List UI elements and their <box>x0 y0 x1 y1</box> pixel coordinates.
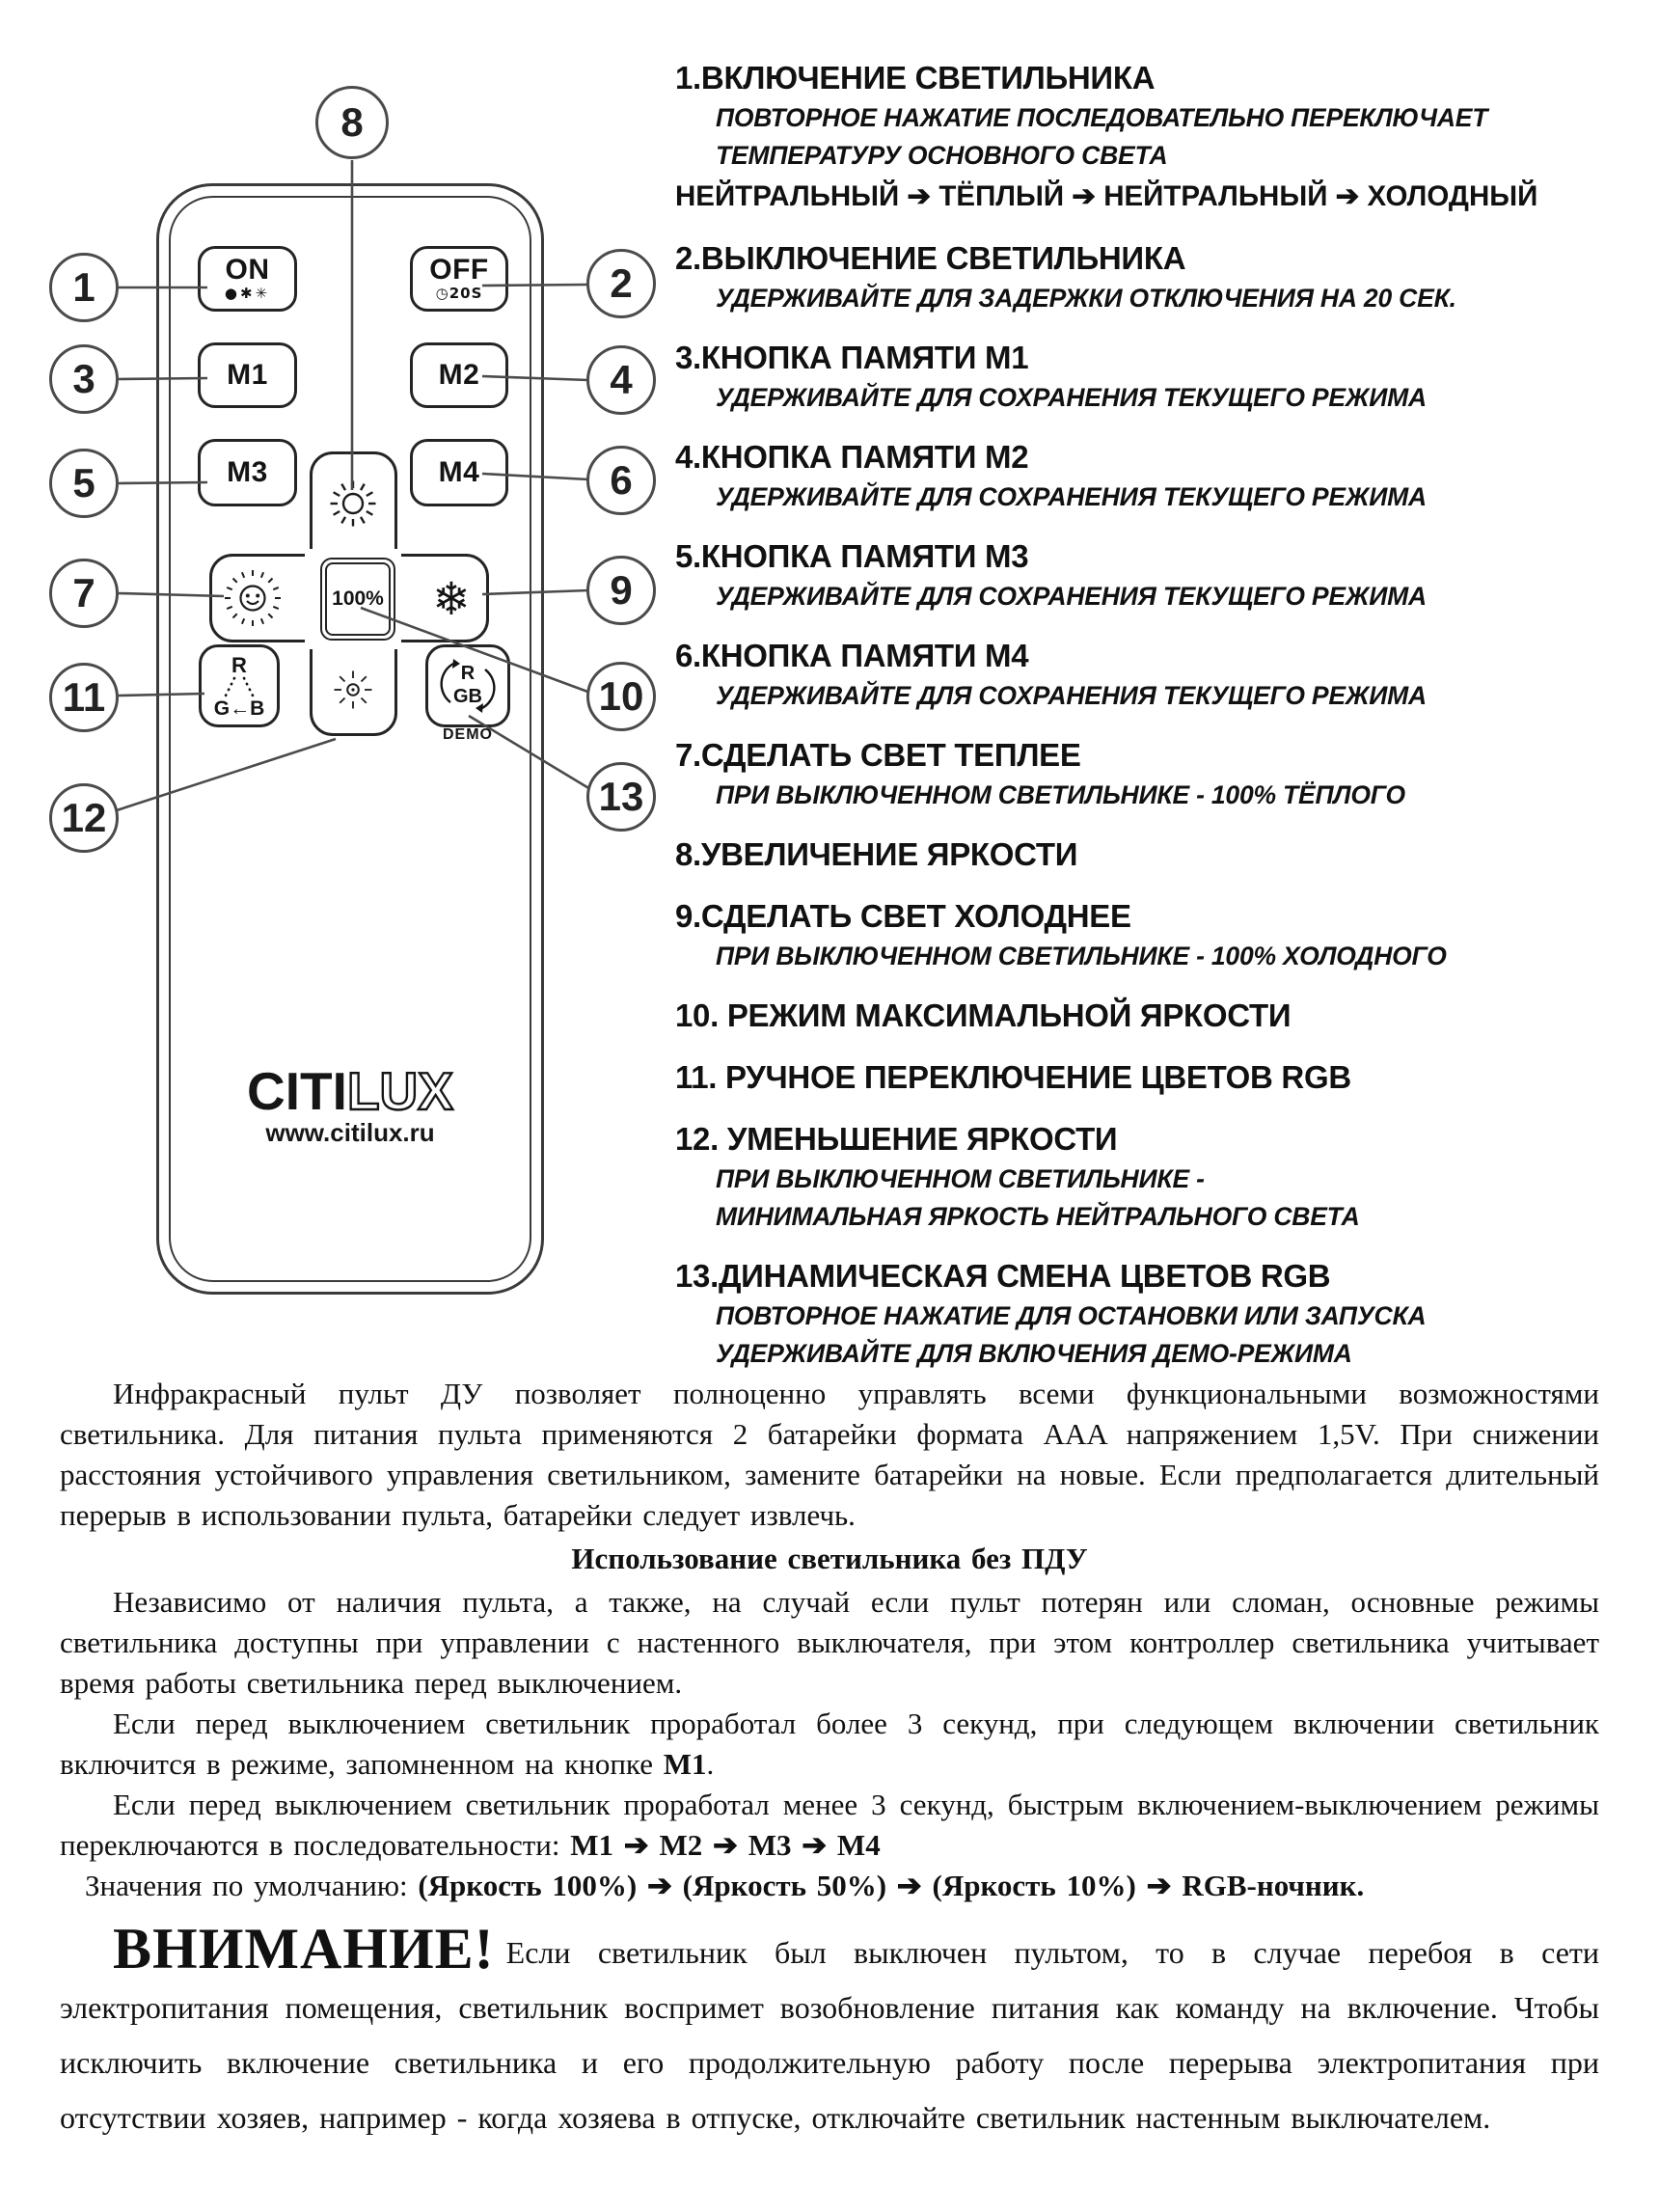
function-title: 12. УМЕНЬШЕНИЕ ЯРКОСТИ <box>675 1121 1118 1157</box>
callout-8-number: 8 <box>340 99 364 145</box>
m1-label: M1 <box>227 359 268 391</box>
max-brightness-button <box>320 558 395 641</box>
rgb-triangle-icon <box>202 647 277 724</box>
paragraph-more-3s <box>60 1704 1599 1785</box>
function-item-6 <box>675 634 1654 715</box>
timer-20s-icon: ◷20S <box>435 285 483 302</box>
off-button <box>410 246 508 312</box>
rgb-manual-button <box>199 644 280 727</box>
mode-sequence: M1 ➔ M2 ➔ M3 ➔ M4 <box>570 1828 881 1862</box>
warning-paragraph <box>60 1917 1599 2145</box>
memory-button-m2 <box>410 342 508 408</box>
callout-10 <box>586 662 656 731</box>
callout-12 <box>49 783 119 853</box>
function-detail: УДЕРЖИВАЙТЕ ДЛЯ СОХРАНЕНИЯ ТЕКУЩЕГО РЕЖИМА <box>716 383 1427 412</box>
callout-9-number: 9 <box>610 567 633 613</box>
callout-13-number: 13 <box>598 774 644 819</box>
function-item-9 <box>675 894 1654 975</box>
function-detail: МИНИМАЛЬНАЯ ЯРКОСТЬ НЕЙТРАЛЬНОГО СВЕТА <box>716 1202 1360 1231</box>
callout-10-number: 10 <box>598 673 644 719</box>
brand-lux: LUX <box>346 1061 453 1121</box>
brightness-down-button <box>331 668 375 712</box>
function-detail: УДЕРЖИВАЙТЕ ДЛЯ СОХРАНЕНИЯ ТЕКУЩЕГО РЕЖИМА <box>716 482 1427 511</box>
paragraph-more-3s-end: . <box>706 1747 715 1781</box>
temperature-sequence: НЕЙТРАЛЬНЫЙ ➔ ТЁПЛЫЙ ➔ НЕЙТРАЛЬНЫЙ ➔ ХОЛОДНЫЙ <box>675 180 1538 212</box>
manual-body-text <box>60 1374 1599 2145</box>
function-item-2 <box>675 236 1654 317</box>
function-item-11 <box>675 1055 1654 1099</box>
m4-label: M4 <box>438 456 480 488</box>
function-title: 9.СДЕЛАТЬ СВЕТ ХОЛОДНЕЕ <box>675 898 1131 934</box>
cold-light-button <box>424 572 478 626</box>
paragraph-ir-remote: Инфракрасный пульт ДУ позволяет полноценно управлять всеми функциональными возможностями светильника. Для питания пульта применяются 2 батарейки формата AAA напряжением 1,5V. При снижении расстояния устойчивого управления светильником, замените батарейки на новые. Если предполагается длительный перерыв в использовании пульта, батарейки следует извлечь. <box>60 1377 1599 1532</box>
function-item-8 <box>675 833 1654 876</box>
callout-7 <box>49 559 119 628</box>
paragraph-defaults <box>60 1866 1599 1906</box>
callout-4 <box>586 345 656 415</box>
paragraph-less-3s <box>60 1785 1599 1866</box>
brand-url: www.citilux.ru <box>265 1118 435 1147</box>
off-label: OFF <box>429 254 489 286</box>
rgb-demo-r-label: R <box>460 663 476 684</box>
function-item-5 <box>675 534 1654 615</box>
function-title: 7.СДЕЛАТЬ СВЕТ ТЕПЛЕЕ <box>675 737 1081 773</box>
callout-5-number: 5 <box>72 460 95 505</box>
callout-6 <box>586 446 656 515</box>
function-title: 3.КНОПКА ПАМЯТИ M1 <box>675 340 1029 375</box>
callout-5 <box>49 449 119 518</box>
callout-1 <box>49 253 119 322</box>
sun-icon <box>327 478 379 530</box>
function-title: 4.КНОПКА ПАМЯТИ M2 <box>675 439 1029 475</box>
warm-sun-face-icon <box>222 567 284 629</box>
snowflake-icon: ❄ <box>432 572 471 626</box>
warm-light-button <box>222 567 284 629</box>
brand-wordmark <box>156 1063 544 1119</box>
defaults-label: Значения по умолчанию: <box>85 1869 419 1902</box>
defaults-sequence: (Яркость 100%) ➔ (Яркость 50%) ➔ (Яркость 10%) ➔ RGB-ночник. <box>418 1869 1365 1902</box>
callout-8 <box>315 86 389 159</box>
function-detail: ТЕМПЕРАТУРУ ОСНОВНОГО СВЕТА <box>716 141 1168 170</box>
paragraph-no-remote: Независимо от наличия пульта, а также, на случай если пульт потерян или сломан, основные режимы светильника доступны при управлении с настенного выключателя, при этом контроллер светильника учитывает время работы светильника перед выключением. <box>60 1585 1599 1700</box>
callout-3-number: 3 <box>72 356 95 401</box>
rgb-cycle-icon <box>428 648 507 724</box>
callout-3 <box>49 344 119 414</box>
warning-title: ВНИМАНИЕ! <box>113 1917 495 1980</box>
memory-button-m1 <box>198 342 297 408</box>
paragraph-less-3s-text: Если перед выключением светильник проработал менее 3 секунд, быстрым включением-выключением режимы переключаются в последовательности: <box>60 1788 1599 1862</box>
memory-button-m3 <box>198 439 297 506</box>
light-mode-icons: ●✱✳ <box>224 285 271 302</box>
function-title: 10. РЕЖИМ МАКСИМАЛЬНОЙ ЯРКОСТИ <box>675 997 1292 1033</box>
rgb-demo-button <box>425 644 510 727</box>
function-detail: УДЕРЖИВАЙТЕ ДЛЯ ЗАДЕРЖКИ ОТКЛЮЧЕНИЯ НА 20 СЕК. <box>716 284 1456 313</box>
warning-text: Если светильник был выключен пультом, то в случае перебоя в сети электропитания помещения, светильник воспримет возобновление питания как команду на включение. Чтобы исключить включение светильника и его продолжительную работу после перерыва электропитания при отсутствии хозяев, например - когда хозяева в отпуске, отключайте светильник настенным выключателем. <box>60 1935 1599 2135</box>
section-title: Использование светильника без ПДУ <box>571 1542 1088 1575</box>
dim-sun-icon <box>331 668 375 712</box>
callout-9 <box>586 556 656 625</box>
on-label: ON <box>225 254 270 286</box>
function-detail: УДЕРЖИВАЙТЕ ДЛЯ СОХРАНЕНИЯ ТЕКУЩЕГО РЕЖИМА <box>716 681 1427 710</box>
function-title: 5.КНОПКА ПАМЯТИ M3 <box>675 538 1029 574</box>
function-detail: УДЕРЖИВАЙТЕ ДЛЯ СОХРАНЕНИЯ ТЕКУЩЕГО РЕЖИМА <box>716 582 1427 611</box>
callout-4-number: 4 <box>610 357 633 402</box>
m3-label: M3 <box>227 456 268 488</box>
function-item-10 <box>675 994 1654 1037</box>
function-item-3 <box>675 336 1654 417</box>
function-title: 8.УВЕЛИЧЕНИЕ ЯРКОСТИ <box>675 836 1078 872</box>
function-item-4 <box>675 435 1654 516</box>
m1-reference: M1 <box>663 1747 707 1781</box>
memory-button-m4 <box>410 439 508 506</box>
callout-7-number: 7 <box>72 570 95 615</box>
callout-11 <box>49 663 119 732</box>
function-detail: ПРИ ВЫКЛЮЧЕННОМ СВЕТИЛЬНИКЕ - 100% ТЁПЛОГО <box>716 780 1405 809</box>
function-list <box>675 56 1654 1391</box>
callout-11-number: 11 <box>62 674 106 720</box>
max-brightness-label: 100% <box>325 562 391 636</box>
function-title: 6.КНОПКА ПАМЯТИ M4 <box>675 638 1029 673</box>
function-title: 13.ДИНАМИЧЕСКАЯ СМЕНА ЦВЕТОВ RGB <box>675 1258 1331 1294</box>
function-item-1 <box>675 56 1654 218</box>
function-title: 1.ВКЛЮЧЕНИЕ СВЕТИЛЬНИКА <box>675 60 1156 96</box>
citilux-logo <box>156 1063 544 1146</box>
m2-label: M2 <box>438 359 480 391</box>
function-title: 2.ВЫКЛЮЧЕНИЕ СВЕТИЛЬНИКА <box>675 240 1186 276</box>
on-button <box>198 246 297 312</box>
function-detail: ПОВТОРНОЕ НАЖАТИЕ ДЛЯ ОСТАНОВКИ ИЛИ ЗАПУСКА <box>716 1301 1427 1330</box>
rgb-r-label: R <box>231 653 247 677</box>
function-detail: ПРИ ВЫКЛЮЧЕННОМ СВЕТИЛЬНИКЕ - <box>716 1164 1205 1193</box>
function-item-13 <box>675 1254 1654 1373</box>
brand-citi: CITI <box>247 1061 347 1121</box>
function-item-7 <box>675 733 1654 814</box>
brightness-up-button <box>327 478 379 530</box>
callout-12-number: 12 <box>61 795 107 840</box>
function-detail: ПОВТОРНОЕ НАЖАТИЕ ПОСЛЕДОВАТЕЛЬНО ПЕРЕКЛЮЧАЕТ <box>716 103 1488 132</box>
function-title: 11. РУЧНОЕ ПЕРЕКЛЮЧЕНИЕ ЦВЕТОВ RGB <box>675 1059 1351 1095</box>
paragraph-more-3s-text: Если перед выключением светильник проработал более 3 секунд, при следующем включении светильник включится в режиме, запомненном на кнопке <box>60 1707 1599 1781</box>
function-item-12 <box>675 1117 1654 1236</box>
callout-1-number: 1 <box>72 264 95 310</box>
callout-13 <box>586 762 656 832</box>
demo-label: DEMO <box>443 726 493 743</box>
rgb-demo-gb-label: GB <box>453 686 482 707</box>
callout-6-number: 6 <box>610 457 633 503</box>
callout-2-number: 2 <box>610 260 633 306</box>
rgb-gb-label: G←B <box>213 697 265 720</box>
function-detail: УДЕРЖИВАЙТЕ ДЛЯ ВКЛЮЧЕНИЯ ДЕМО-РЕЖИМА <box>716 1339 1352 1368</box>
function-detail: ПРИ ВЫКЛЮЧЕННОМ СВЕТИЛЬНИКЕ - 100% ХОЛОДНОГО <box>716 942 1447 970</box>
callout-2 <box>586 249 656 318</box>
